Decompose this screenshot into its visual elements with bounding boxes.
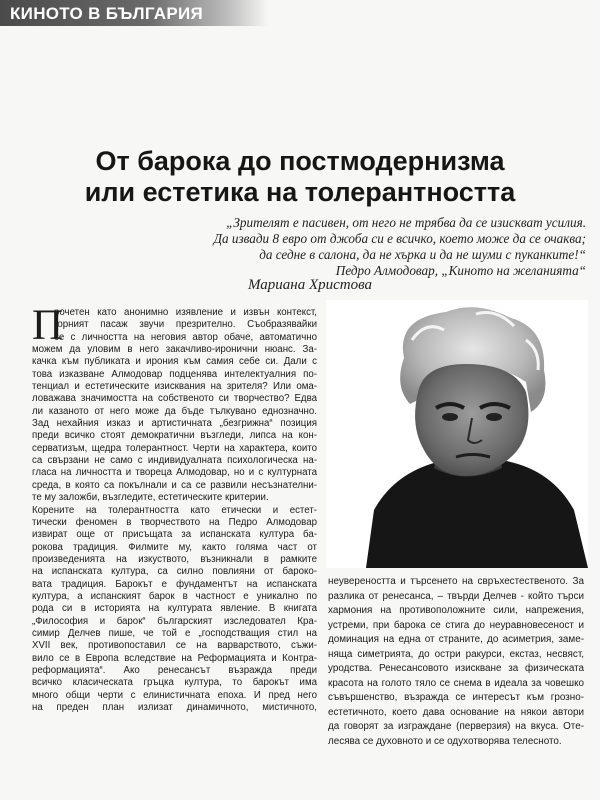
body-text-line: горният пасаж звучи презрително. Съобразявайки [54, 319, 317, 331]
body-text-line: можем да уловим в него закачливо-иронични нюанс. За- [32, 344, 317, 356]
right-column [328, 575, 584, 749]
body-text-line: рода си в историята на културата явление. В книгата [32, 603, 317, 615]
body-text-line: това изказване Алмодовар подценява интелектуалния по- [32, 368, 317, 380]
body-text-line: рокова традиция. Филмите му, както голяма част от [32, 541, 317, 553]
body-text-line: лесява се духовното и се одухотворява телесното. [328, 735, 562, 747]
body-text-line: вило се в Европа вследствие на Реформацията и Контра- [32, 652, 317, 664]
epigraph [156, 215, 586, 279]
left-column [32, 302, 317, 714]
article-title [0, 146, 600, 208]
body-text-line: Корените на толерантността като етически и естет- [32, 504, 317, 516]
body-text-line: извират още от присъщата за испанската култура ба- [32, 529, 317, 541]
body-text-line: серватизъм, щедра толерантност. Черти на характера, които [32, 442, 317, 454]
body-text-line: разлика от ренесанса, – твърди Делчев - който търси [328, 590, 584, 602]
body-text-line: устреми, при барока се стига до неуравновесеност и [328, 619, 584, 631]
body-text-line: XVII век, противопоставил се на варварството, съжи- [32, 640, 317, 652]
title-line: От барока до постмодернизма [95, 146, 505, 176]
portrait-photo [326, 300, 588, 568]
body-text-line: са свързани не само с индивидуалната психологическа на- [32, 455, 317, 467]
epigraph-line: Да извади 8 евро от джоба си е всичко, което може да се очаква; [213, 231, 586, 246]
body-text-line: неувереността и търсенето на свръхестественото. За [328, 576, 584, 587]
epigraph-line: да седне в салона, да не хърка и да не шуми с пуканките!“ [259, 247, 586, 262]
body-text-line: много общи черти с елинистичната епоха. И пред него [32, 689, 317, 701]
body-text-line: култура, а испанският барок в частност е уникално по [32, 590, 317, 602]
body-text-line: красота на голото тяло се снема в идеала за човешко [328, 677, 584, 689]
drop-cap: П [32, 302, 64, 349]
section-banner [0, 0, 268, 26]
body-text-line: преди всичко стоят демократични възгледи, липса на кон- [32, 430, 317, 442]
section-label: КИНОТО В БЪЛГАРИЯ [10, 4, 204, 23]
body-text-line: уродства. Ренесансовото изискване за физическата [328, 663, 584, 674]
title-line: или естетика на толерантността [84, 177, 516, 207]
body-text-line: симир Делчев пише, че той е „господстващия стил на [32, 627, 317, 639]
body-text-line: на преден план излизат динамичното, мистичното, [32, 702, 317, 713]
body-text-line: ли казаното от него може да бъде тълкувано еднозначно. [32, 405, 317, 417]
body-text-line: Зад нехайния изказ и артистичната „безгрижна“ позиция [32, 418, 317, 430]
body-text-line: на испанската култура, са силно повлияни от бароко- [32, 566, 317, 578]
body-text-line: тенциал и естетическите изисквания на зрителя? Или ома- [32, 381, 317, 393]
body-text-line: доминация на една от страните, до асиметрия, заме- [328, 634, 584, 645]
body-text-line: тически феномен в творчеството на Педро Алмодовар [32, 516, 317, 528]
body-text-line: рочетен като анонимно изявление и извън контекст, [54, 307, 317, 318]
author-photo [326, 300, 588, 568]
body-text-line: естетичното, което дава основание на някои автори [328, 706, 584, 718]
body-text-line: хармония на противоположните сили, напрежения, [328, 605, 584, 616]
body-text-line: произведенията на изкуството, възникнали в рамките [32, 553, 317, 565]
body-text-line: се с личността на неговия автор обаче, автоматично [54, 331, 317, 343]
body-text-line: среда, в която са покълнали и са се развили несъзнателни- [32, 479, 317, 491]
body-text-line: гласа на личността и твореца Алмодовар, но и с културната [32, 467, 317, 479]
body-text-line: те му заложби, възгледите, естетическите критерии. [32, 492, 269, 504]
body-text-line: няща симетрията, до остри ракурси, екстаз, несвяст, [328, 648, 584, 660]
body-text-line: всичко класическата гръцка култура, то барокът има [32, 677, 317, 689]
body-text-line: качка към публиката и ирония към самия себе си. Дали с [32, 356, 317, 368]
epigraph-attribution: Педро Алмодовар, „Киното на желанията“ [335, 263, 586, 278]
body-text-line: вата традиция. Барокът е фундаментът на испанската [32, 578, 317, 590]
body-text-line: ловажава значимостта на собственото си творчество? Едва [32, 393, 317, 405]
body-text-line: съвършенство, възражда се интересът към грозно- [328, 692, 584, 703]
epigraph-line: „Зрителят е пасивен, от него не трябва да се изискват усилия. [226, 215, 586, 230]
author-byline: Мариана Христова [248, 277, 373, 293]
body-text-line: да говорят за изграждане (перверзия) на вкуса. Оте- [328, 721, 584, 732]
body-text-line: реформацията“. Ако ренесансът възражда преди [32, 664, 317, 676]
body-text-line: „Философия и барок“ българският изследовател Кра- [32, 615, 317, 627]
